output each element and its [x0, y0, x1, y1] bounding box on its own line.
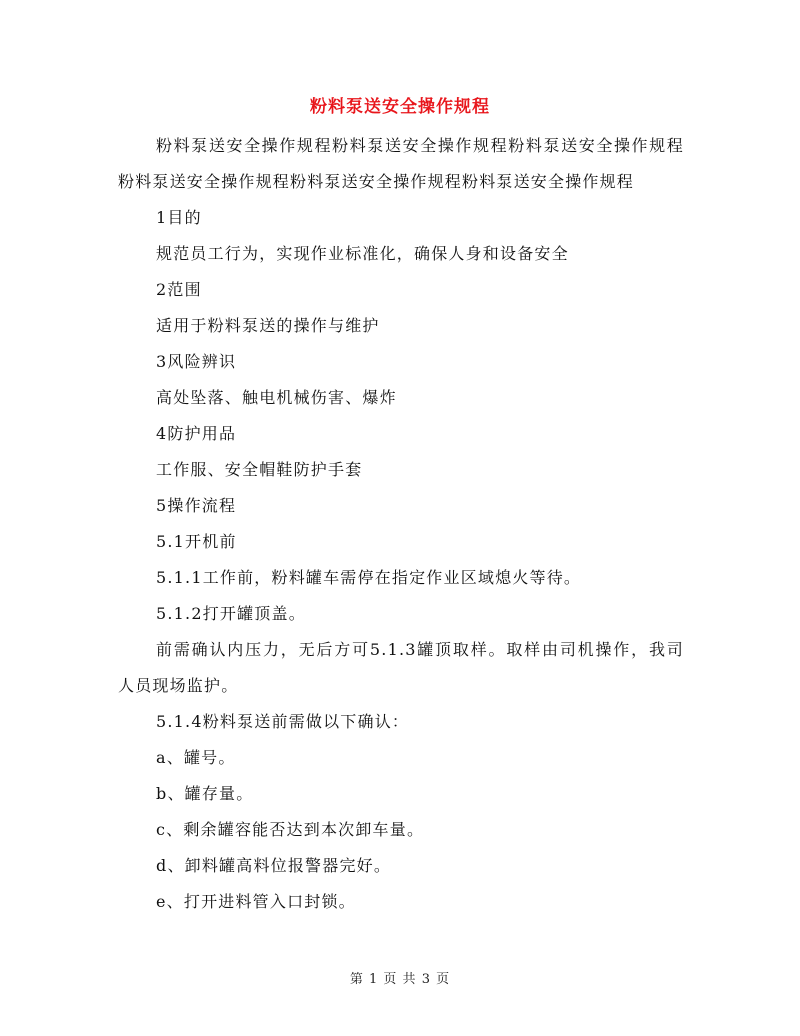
section-heading-risk: 3风险辨识 — [156, 352, 237, 371]
section-heading-procedure: 5操作流程 — [156, 496, 237, 515]
section-heading-purpose: 1目的 — [156, 208, 202, 227]
step-5-1-2: 5.1.2打开罐顶盖。 — [156, 604, 306, 623]
document-body — [118, 128, 684, 920]
document-title: 粉料泵送安全操作规程 — [310, 97, 490, 117]
scope-text: 适用于粉料泵送的操作与维护 — [156, 316, 380, 335]
check-item-b: b、罐存量。 — [156, 784, 254, 803]
purpose-text: 规范员工行为，实现作业标准化，确保人身和设备安全 — [156, 244, 569, 263]
pressure-check-paragraph: 前需确认内压力，无后方可5.1.3罐顶取样。取样由司机操作，我司人员现场监护。 — [118, 640, 684, 695]
section-heading-scope: 2范围 — [156, 280, 202, 299]
section-heading-ppe: 4防护用品 — [156, 424, 237, 443]
step-5-1-1: 5.1.1工作前，粉料罐车需停在指定作业区域熄火等待。 — [156, 568, 582, 587]
intro-paragraph: 粉料泵送安全操作规程粉料泵送安全操作规程粉料泵送安全操作规程粉料泵送安全操作规程粉料泵送安全操作规程粉料泵送安全操作规程 — [118, 136, 684, 191]
page-number-footer: 第 1 页 共 3 页 — [349, 972, 451, 987]
check-item-e: e、打开进料管入口封锁。 — [156, 892, 356, 911]
step-5-1-4: 5.1.4粉料泵送前需做以下确认： — [156, 712, 410, 731]
check-item-c: c、剩余罐容能否达到本次卸车量。 — [156, 820, 425, 839]
check-item-a: a、罐号。 — [156, 748, 236, 767]
check-item-d: d、卸料罐高料位报警器完好。 — [156, 856, 392, 875]
subsection-heading-before-start: 5.1开机前 — [156, 532, 237, 551]
ppe-text: 工作服、安全帽鞋防护手套 — [156, 460, 363, 479]
risk-text: 高处坠落、触电机械伤害、爆炸 — [156, 388, 397, 407]
